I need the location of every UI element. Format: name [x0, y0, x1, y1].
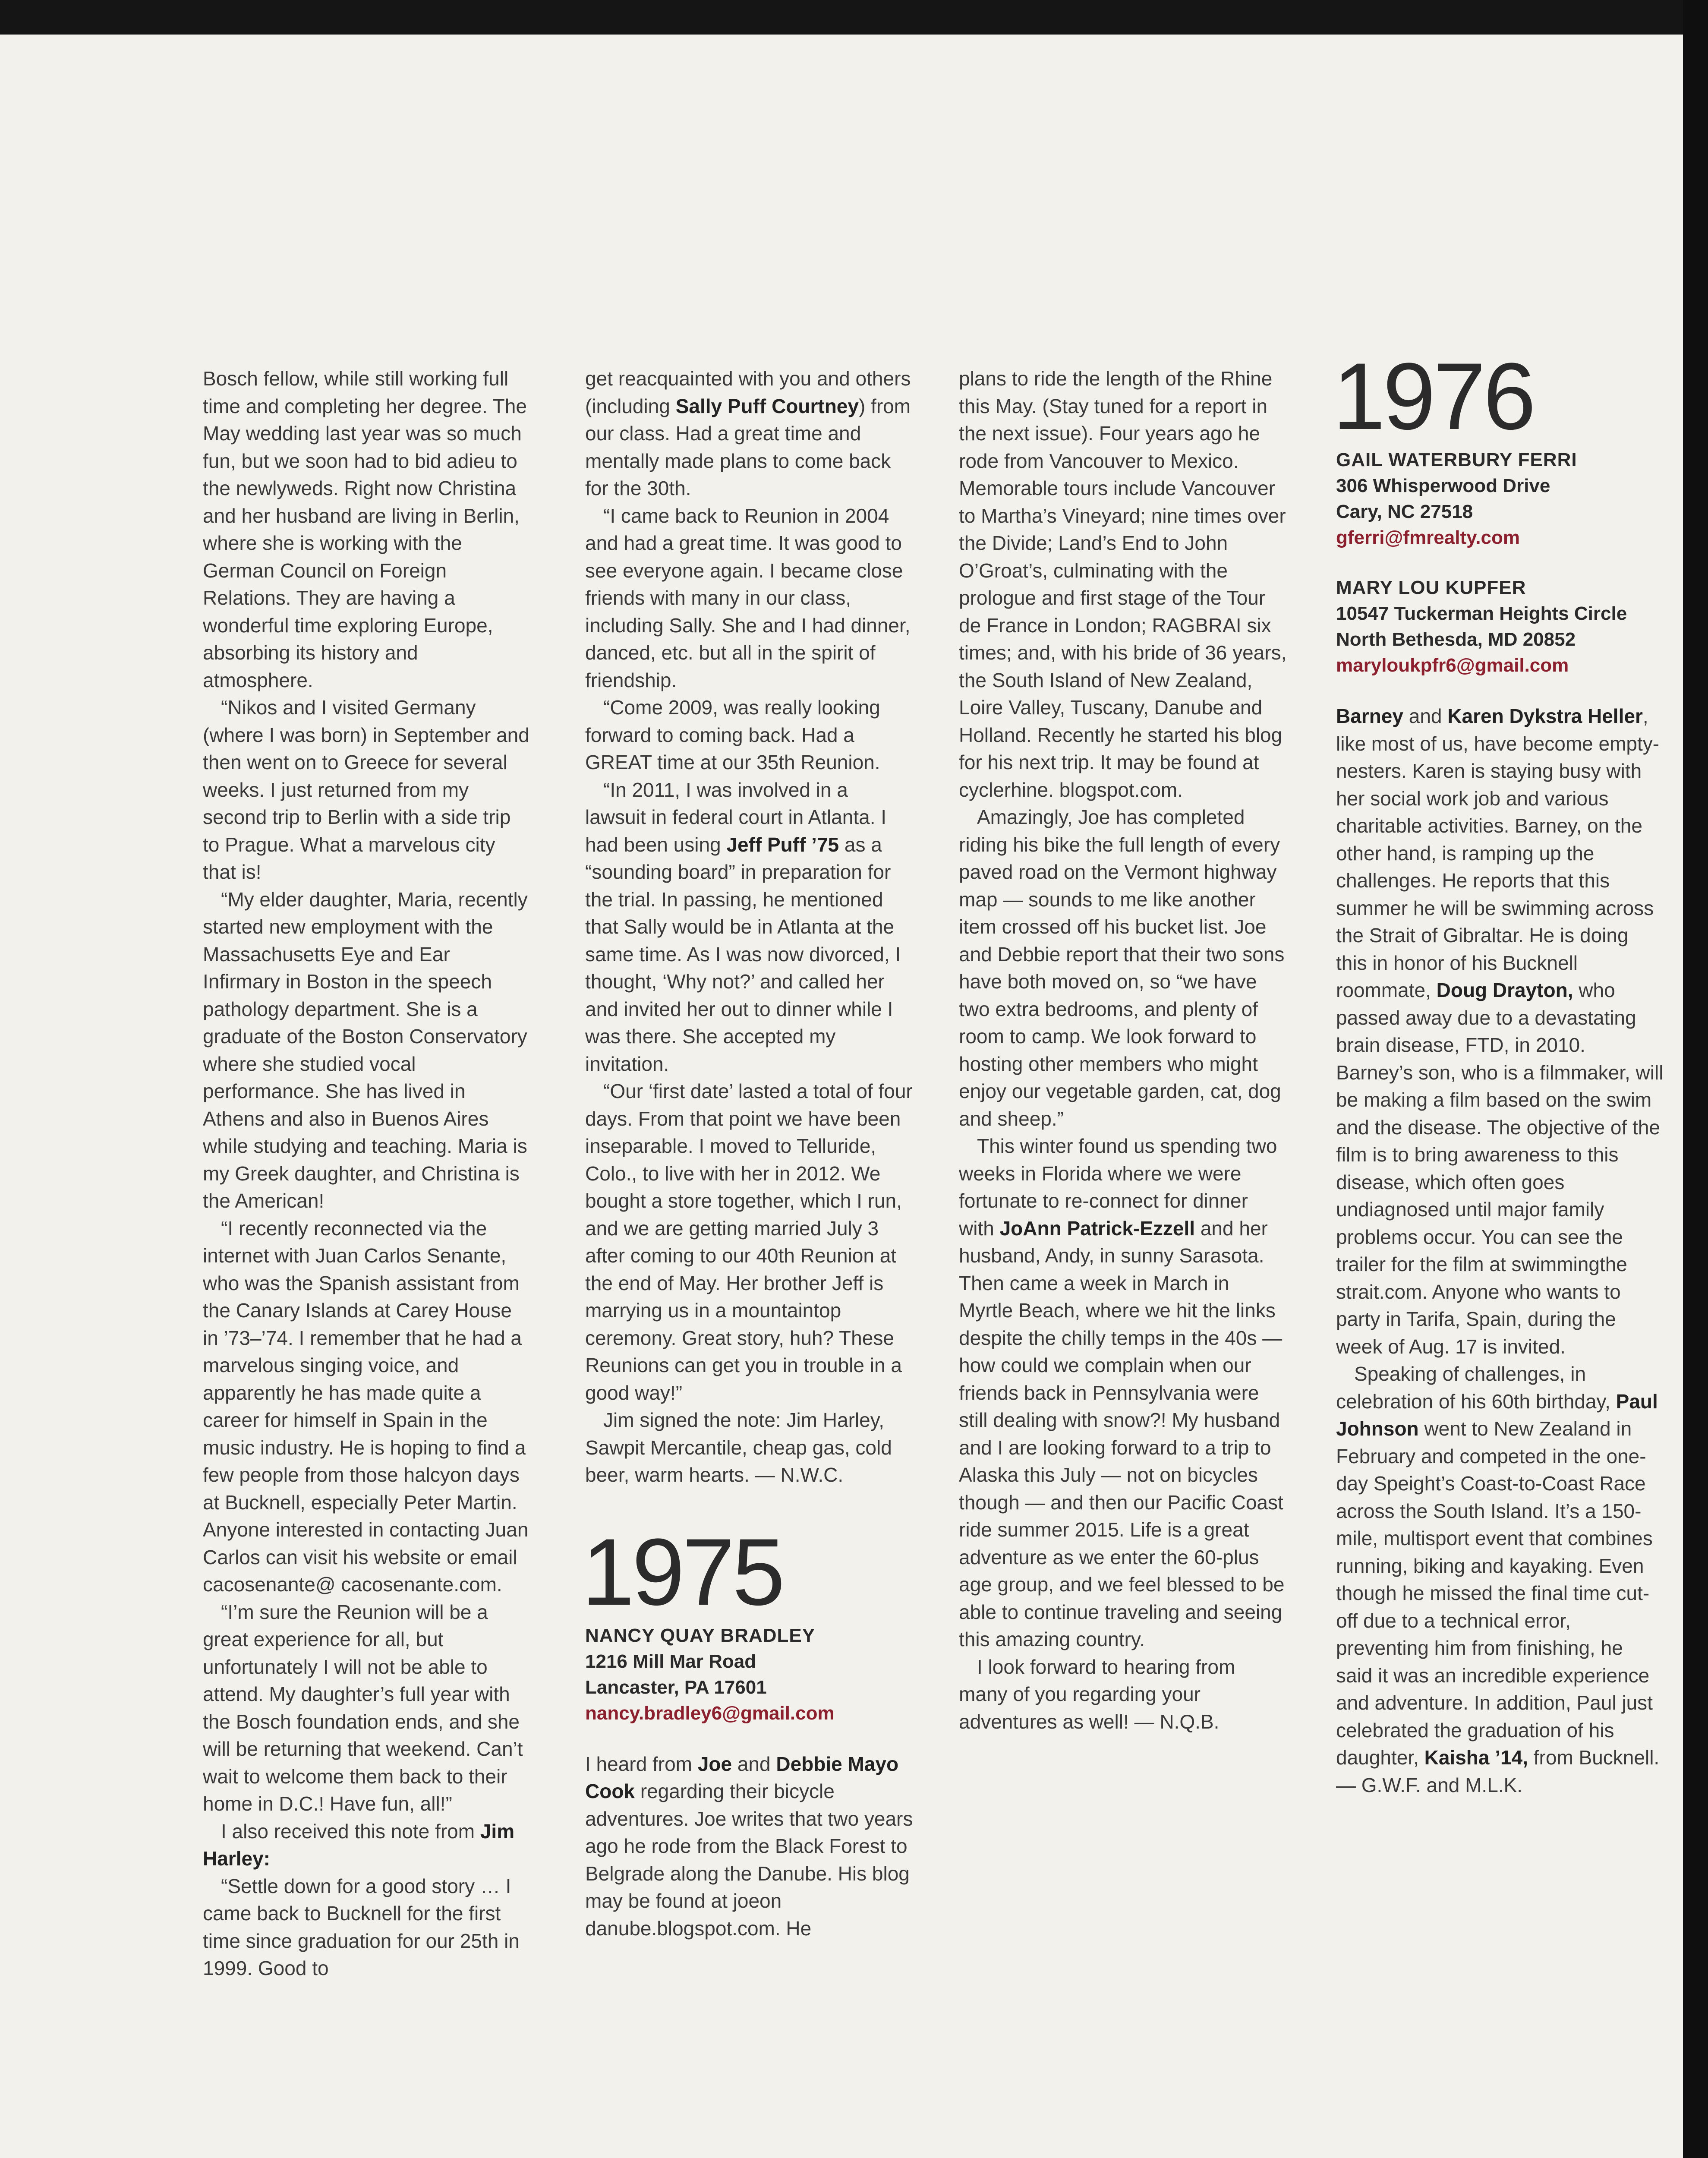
- paragraph-text: I heard from: [585, 1752, 698, 1775]
- bleed-through-text: [962, 216, 972, 250]
- paragraph: “Settle down for a good story … I came back to Bucknell for the first time since graduation for our 25th in 1999. Good to: [203, 1874, 520, 1979]
- person-name: Doug Drayton,: [1436, 979, 1573, 1001]
- person-name: Barney: [1336, 705, 1403, 727]
- paragraph-text: I also received this note from: [221, 1820, 480, 1843]
- person-name: Sally Puff Courtney: [675, 394, 859, 417]
- paragraph: “I came back to Reunion in 2004 and had a great time. It was good to see everyone again. I became close friends with many in our class, including Sally. She and I had dinner, danced, etc. but all in the spirit of friendship.: [585, 504, 911, 691]
- paragraph-text: get reacquainted with you and others (including: [585, 367, 911, 417]
- paragraph: “Come 2009, was really looking forward to coming back. Had a GREAT time at our 35th Reunion.: [585, 696, 880, 773]
- contact-city: Lancaster, PA 17601: [585, 1676, 767, 1698]
- paragraph-text: went to New Zealand in February and competed in the one-day Speight’s Coast-to-Coast Race across the South Island. It’s a 150-mile, multisport event that combines running, biking and kayaking. Even though he missed the final time cut-off due to a technical error, preventing him from finishing, he said it was an incredible experience and adventure. In addition, Paul just celebrated the graduation of his daughter,: [1336, 1417, 1653, 1769]
- paragraph: [585, 1751, 913, 1943]
- paragraph: [585, 776, 913, 1078]
- paragraph: “My elder daughter, Maria, recently started new employment with the Massachusetts Eye and Ear Infirmary in Boston in the speech pathology department. She is a graduate of the Boston Conservatory where she studied vocal performance. She has lived in Athens and also in Buenos Aires while studying and teaching. Maria is my Greek daughter, and Christina is the American!: [203, 888, 528, 1212]
- paragraph: [959, 1133, 1287, 1653]
- paragraph-text: and her husband, Andy, in sunny Sarasota. Then came a week in March in Myrtle Beach, where we hit the links despite the chilly temps in the 40s — how could we complain when our friends back in Pennsylvania were still dealing with snow?! My husband and I are looking forward to a trip to Alaska this July — not on bicycles though — and then our Pacific Coast ride summer 2015. Life is a great adventure as we enter the 60-plus age group, and we feel blessed to be able to continue traveling and seeing this amazing country.: [959, 1217, 1285, 1650]
- person-name: Paul Johnson: [1336, 1390, 1658, 1440]
- paragraph-text: regarding their bicycle adventures. Joe writes that two years ago he rode from the Black Forest to Belgrade along the Danube. His blog may be found at joeon danube.blogspot.com. He: [585, 1780, 913, 1940]
- contact-city: North Bethesda, MD 20852: [1336, 629, 1576, 650]
- paragraph: “Our ‘first date’ lasted a total of four days. From that point we have been inseparable. I moved to Telluride, Colo., to live with her in 2012. We bought a store together, which I run, and we are getting married July 3 after coming to our 40th Reunion at the end of May. Her brother Jeff is marrying us in a mountaintop ceremony. Great story, huh? These Reunions can get you in trouble in a good way!”: [585, 1080, 913, 1404]
- contact-email-link[interactable]: nancy.bradley6@gmail.com: [585, 1702, 835, 1724]
- class-contact: [1336, 447, 1664, 551]
- column-3: [959, 365, 1287, 1735]
- person-name: Kaisha ’14,: [1424, 1746, 1528, 1769]
- paragraph-text: ) from our class. Had a great time and mentally made plans to come back for the 30th.: [585, 394, 911, 499]
- class-year-heading: 1976: [1333, 343, 1534, 449]
- class-contact: [585, 1623, 913, 1726]
- contact-street: 306 Whisperwood Drive: [1336, 475, 1550, 496]
- person-name: JoAnn Patrick-Ezzell: [999, 1217, 1195, 1240]
- paragraph-text: , like most of us, have become empty-nesters. Karen is staying busy with her social work job and various charitable activities. Barney, on the other hand, is ramping up the challenges. He reports that this summer he will be swimming across the Strait of Gibraltar. He is doing this in honor of his Bucknell roommate,: [1336, 705, 1660, 1001]
- paragraph-text: who passed away due to a devastating brain disease, FTD, in 2010. Barney’s son, who is a filmmaker, will be making a film based on the swim and the disease. The objective of the film is to bring awareness to this disease, which often goes undiagnosed until major family problems occur. You can see the trailer for the film at swimmingthe strait.com. Anyone who wants to party in Tarifa, Spain, during the week of Aug. 17 is invited.: [1336, 979, 1664, 1358]
- paragraph: “Nikos and I visited Germany (where I was born) in September and then went on to Greece for several weeks. I just returned from my second trip to Berlin with a side trip to Prague. What a marvelous city that is!: [203, 696, 529, 883]
- person-name: Jeff Puff ’75: [726, 833, 839, 856]
- class-contact: [1336, 575, 1664, 678]
- paragraph: Amazingly, Joe has completed riding his bike the full length of every paved road on the Vermont highway map — sounds to me like another item crossed off his bucket list. Joe and Debbie report that their two sons have both moved on, so “we have two extra bedrooms, and plenty of room to camp. We look forward to hosting other members who might enjoy our vegetable garden, cat, dog and sheep.”: [959, 806, 1285, 1130]
- paragraph-text: Speaking of challenges, in celebration of his 60th birthday,: [1336, 1363, 1616, 1413]
- paragraph: [1336, 703, 1664, 1360]
- paragraph: [585, 365, 913, 502]
- scan-edge-right: [1683, 0, 1708, 2158]
- person-name: Jim Harley:: [203, 1820, 515, 1870]
- paragraph-text: from Bucknell. — G.W.F. and M.L.K.: [1336, 1746, 1660, 1796]
- paragraph: plans to ride the length of the Rhine this May. (Stay tuned for a report in the next issue). Four years ago he rode from Vancouver to Mexico. Memorable tours include Vancouver to Martha’s Vineyard; nine times over the Divide; Land’s End to John O’Groat’s, culminating with the prologue and first stage of the Tour de France in London; RAGBRAI six times; and, with his bride of 36 years, the South Island of New Zealand, Loire Valley, Tuscany, Danube and Holland. Recently he started his blog for his next trip. It may be found at cyclerhine. blogspot.com.: [959, 367, 1287, 801]
- paragraph-text: and: [1403, 705, 1448, 727]
- person-name: Debbie Mayo Cook: [585, 1752, 899, 1802]
- contact-name: MARY LOU KUPFER: [1336, 577, 1526, 598]
- column-4: [1333, 343, 1664, 1799]
- paragraph: [203, 1818, 531, 1873]
- column-1: [203, 365, 531, 1982]
- class-year-heading: 1975: [582, 1518, 783, 1625]
- contact-email-link[interactable]: maryloukpfr6@gmail.com: [1336, 655, 1569, 676]
- paragraph: “I recently reconnected via the internet with Juan Carlos Senante, who was the Spanish assistant from the Canary Islands at Carey House in ’73–’74. I remember that he had a marvelous singing voice, and apparently he has made quite a career for himself in Spain in the music industry. He is hoping to find a few people from those halcyon days at Bucknell, especially Peter Martin. Anyone interested in contacting Juan Carlos can visit his website or email cacosenante@ cacosenante.com.: [203, 1217, 529, 1596]
- paragraph: I look forward to hearing from many of you regarding your adventures as well! — N.Q.B.: [959, 1655, 1235, 1733]
- paragraph: Bosch fellow, while still working full time and completing her degree. The May wedding last year was so much fun, but we soon had to bid adieu to the newlyweds. Right now Christina and her husband are living in Berlin, where she is working with the German Council on Foreign Relations. They are having a wonderful time exploring Europe, absorbing its history and atmosphere.: [203, 367, 527, 691]
- paragraph: “I’m sure the Reunion will be a great experience for all, but unfortunately I will not be able to attend. My daughter’s full year with the Bosch foundation ends, and she will be returning that weekend. Can’t wait to welcome them back to their home in D.C.! Have fun, all!”: [203, 1600, 523, 1815]
- contact-email-link[interactable]: gferri@fmrealty.com: [1336, 527, 1520, 548]
- contact-city: Cary, NC 27518: [1336, 501, 1473, 522]
- contact-name: NANCY QUAY BRADLEY: [585, 1625, 816, 1646]
- person-name: Karen Dykstra Heller: [1447, 705, 1643, 727]
- contact-street: 10547 Tuckerman Heights Circle: [1336, 603, 1627, 624]
- column-2: [582, 365, 913, 1942]
- paragraph: [1336, 1360, 1664, 1799]
- person-name: Joe: [697, 1752, 732, 1775]
- contact-street: 1216 Mill Mar Road: [585, 1650, 756, 1672]
- paragraph: Jim signed the note: Jim Harley, Sawpit Mercantile, cheap gas, cold beer, warm hearts. — N.W.C.: [585, 1409, 892, 1486]
- contact-name: GAIL WATERBURY FERRI: [1336, 449, 1577, 470]
- paragraph-text: “In 2011, I was involved in a lawsuit in federal court in Atlanta. I had been using: [585, 778, 887, 856]
- paragraph-text: This winter found us spending two weeks in Florida where we were fortunate to re-connect for dinner with: [959, 1135, 1277, 1240]
- paragraph-text: as a “sounding board” in preparation for the trial. In passing, he mentioned that Sally would be in Atlanta at the same time. As I was now divorced, I thought, ‘Why not?’ and called her and invited her out to dinner while I was there. She accepted my invitation.: [585, 833, 901, 1075]
- paragraph-text: and: [732, 1752, 776, 1775]
